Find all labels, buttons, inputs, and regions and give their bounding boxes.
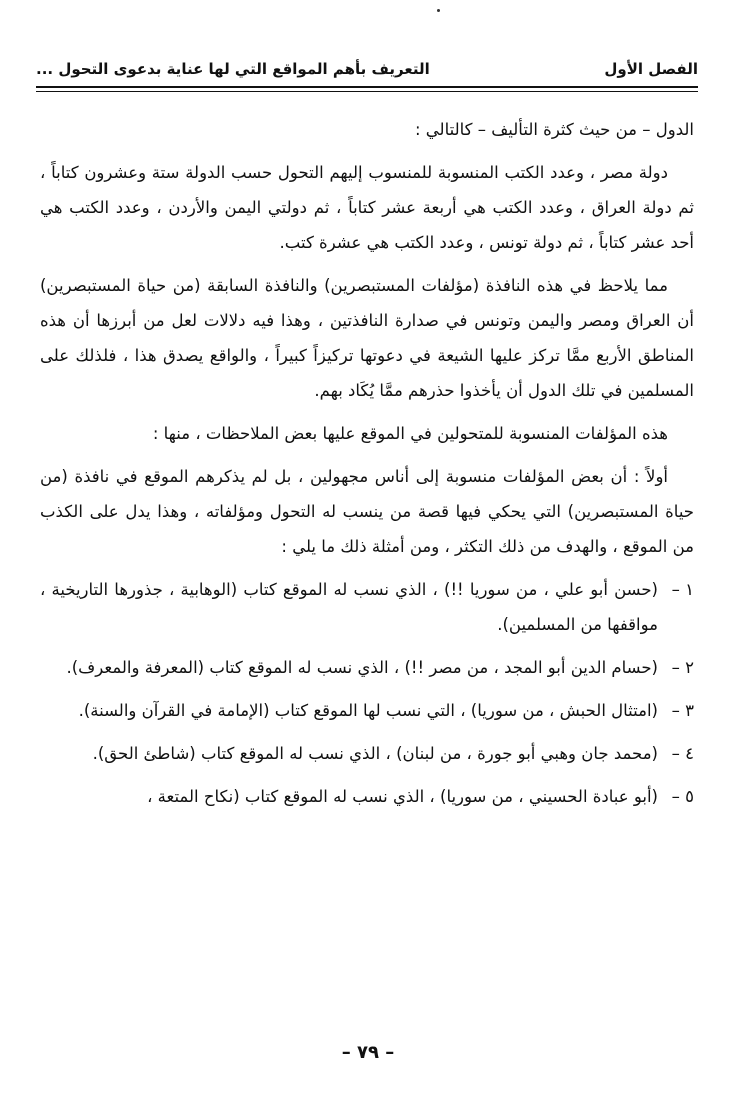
intro-line: الدول – من حيث كثرة التأليف – كالتالي :: [414, 120, 694, 139]
page-body: [40, 112, 694, 822]
list-item: [40, 572, 694, 642]
list-item-text: (أبو عبادة الحسيني ، من سوريا) ، الذي نسب له الموقع كتاب (نكاح المتعة ،: [147, 787, 658, 806]
list-item: [40, 736, 694, 771]
list-item-text: (محمد جان وهبي أبو جورة ، من لبنان) ، الذي نسب له الموقع كتاب (شاطئ الحق).: [92, 744, 658, 763]
section-title: التعريف بأهم المواقع التي لها عناية بدعوى التحول ...: [36, 60, 430, 78]
list-item-text: (حسن أبو علي ، من سوريا !!) ، الذي نسب له الموقع كتاب (الوهابية ، جذورها التاريخية ، مواقفها من المسلمين).: [40, 580, 658, 634]
scan-speck: [437, 9, 440, 12]
list-item-number: ٢ –: [671, 658, 694, 677]
list-item: [40, 693, 694, 728]
list-item-number: ٥ –: [671, 787, 694, 806]
paragraph-observation: مما يلاحظ في هذه النافذة (مؤلفات المستبصرين) والنافذة السابقة (من حياة المستبصرين) أن العراق ومصر واليمن وتونس في صدارة النافذتين ، وهذا فيه دلالات لعل من أبرزها أن هذه المناطق الأربع ممَّا تركز عليها الشيعة في دعوتها تركيزاً كبيراً ، والواقع يصدق هذا ، فلذلك على المسلمين في تلك الدول أن يأخذوا حذرهم ممَّا يُكَاد بهم.: [40, 276, 694, 400]
paragraph-countries: دولة مصر ، وعدد الكتب المنسوبة للمنسوب إليهم التحول حسب الدولة ستة وعشرون كتاباً ، ثم دولة العراق ، وعدد الكتب هي أربعة عشر كتاباً ، ثم دولتي اليمن والأردن ، وعدد الكتب هي أحد عشر كتاباً ، ثم دولة تونس ، وعدد الكتب هي عشرة كتب.: [40, 163, 694, 252]
list-item-text: (حسام الدين أبو المجد ، من مصر !!) ، الذي نسب له الموقع كتاب (المعرفة والمعرف).: [66, 658, 658, 677]
chapter-title: الفصل الأول: [604, 60, 698, 78]
paragraph-first-note: أولاً : أن بعض المؤلفات منسوبة إلى أناس مجهولين ، بل لم يذكرهم الموقع في نافذة (من حياة المستبصرين) التي يحكي فيها قصة من ينسب له التحول ومؤلفاته ، وهذا يدل على الكذب من الموقع ، والهدف من ذلك التكثر ، ومن أمثلة ذلك ما يلي :: [40, 467, 694, 556]
list-item: [40, 779, 694, 814]
list-item-number: ٣ –: [671, 701, 694, 720]
paragraph-notes-intro: هذه المؤلفات المنسوبة للمتحولين في الموقع عليها بعض الملاحظات ، منها :: [152, 424, 668, 443]
list-item-number: ١ –: [671, 580, 694, 599]
list-item-text: (امتثال الحبش ، من سوريا) ، التي نسب لها الموقع كتاب (الإمامة في القرآن والسنة).: [78, 701, 658, 720]
header-rule-thin: [36, 91, 698, 92]
list-item-number: ٤ –: [671, 744, 694, 763]
page-number: – ٧٩ –: [341, 1042, 395, 1063]
header-rule-thick: [36, 86, 698, 88]
running-header: [36, 56, 698, 82]
list-item: [40, 650, 694, 685]
